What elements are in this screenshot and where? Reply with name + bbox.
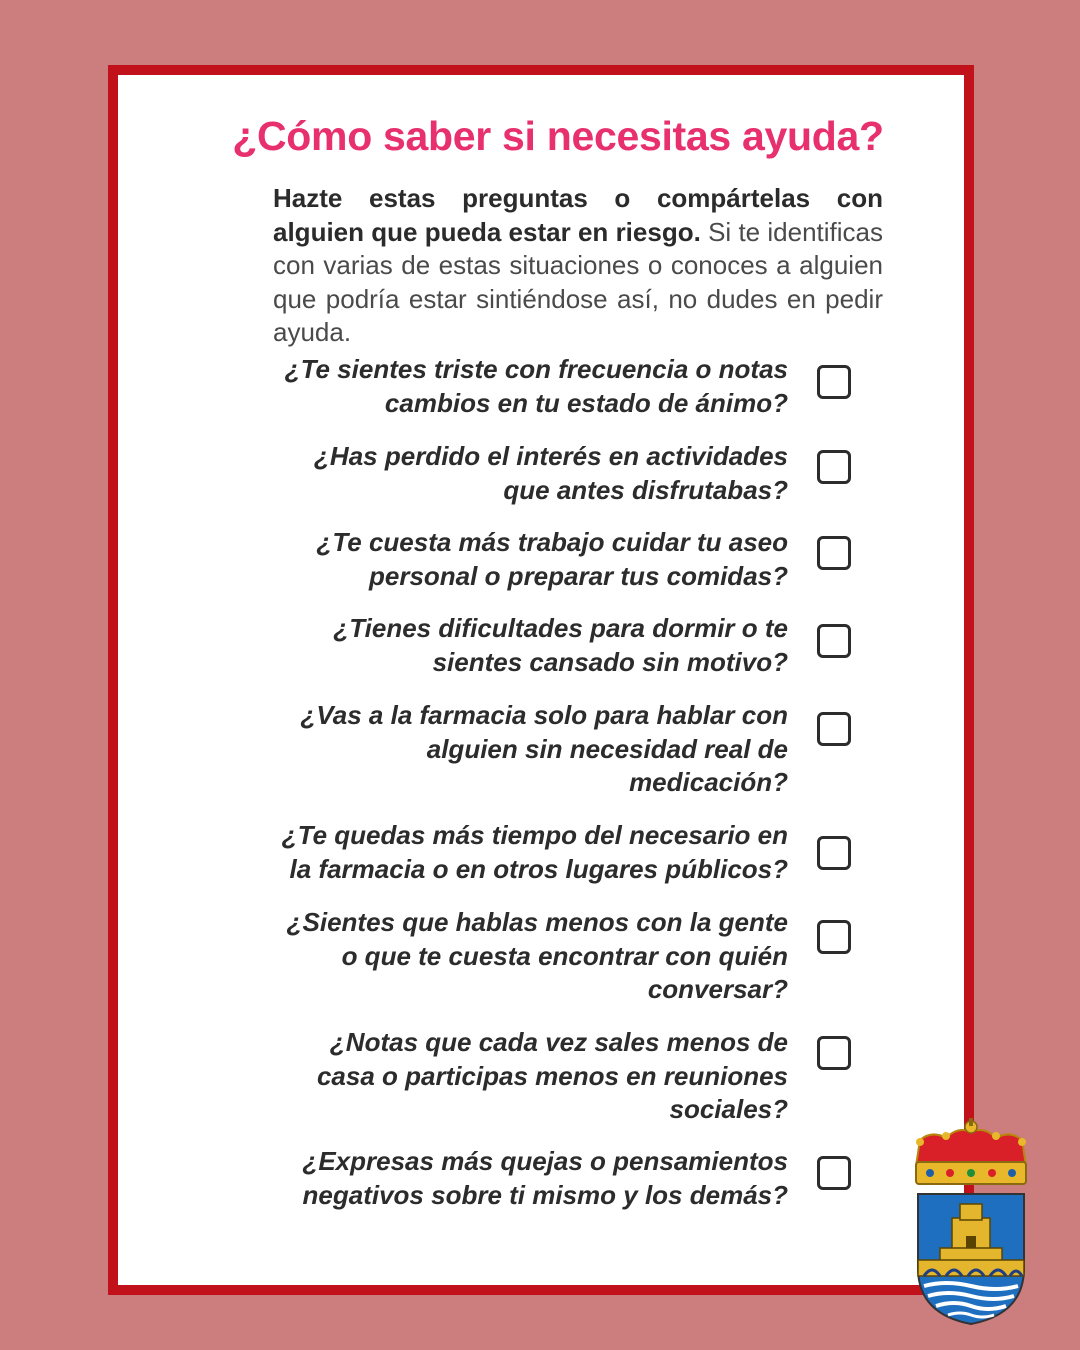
question-text: ¿Notas que cada vez sales menos de casa o participas menos en reuniones sociales? xyxy=(316,1027,788,1124)
checkbox-icon[interactable] xyxy=(817,920,851,954)
question-text: ¿Te cuesta más trabajo cuidar tu aseo personal o preparar tus comidas? xyxy=(316,527,788,591)
intro-bold-text: Hazte estas preguntas o compártelas con alguien que pueda estar en riesgo. xyxy=(273,183,883,247)
question-text: ¿Vas a la farmacia solo para hablar con alguien sin necesidad real de medicación? xyxy=(300,700,788,797)
checkbox-icon[interactable] xyxy=(817,836,851,870)
question-text: ¿Has perdido el interés en actividades que antes disfrutabas? xyxy=(314,441,788,505)
checkbox-icon[interactable] xyxy=(817,536,851,570)
intro-paragraph xyxy=(273,182,883,350)
municipal-coat-of-arms-icon xyxy=(910,1118,1032,1328)
intro-text: Si te identificas con varias de estas situaciones o conoces a alguien que podría estar sintiéndose así, no dudes en pedir ayuda. xyxy=(273,216,884,347)
checkbox-icon[interactable] xyxy=(817,1156,851,1190)
question-text: ¿Te sientes triste con frecuencia o notas cambios en tu estado de ánimo? xyxy=(284,354,788,418)
question-text: ¿Te quedas más tiempo del necesario en la farmacia o en otros lugares públicos? xyxy=(281,820,788,884)
page-title: ¿Cómo saber si necesitas ayuda? xyxy=(232,113,884,159)
checkbox-icon[interactable] xyxy=(817,624,851,658)
checkbox-icon[interactable] xyxy=(817,450,851,484)
question-text: ¿Tienes dificultades para dormir o te sientes cansado sin motivo? xyxy=(333,613,788,677)
checklist-card xyxy=(108,65,974,1295)
checkbox-icon[interactable] xyxy=(817,365,851,399)
question-text: ¿Expresas más quejas o pensamientos negativos sobre ti mismo y los demás? xyxy=(302,1146,788,1210)
checkbox-icon[interactable] xyxy=(817,1036,851,1070)
checkbox-icon[interactable] xyxy=(817,712,851,746)
question-text: ¿Sientes que hablas menos con la gente o que te cuesta encontrar con quién conversar? xyxy=(286,907,788,1004)
